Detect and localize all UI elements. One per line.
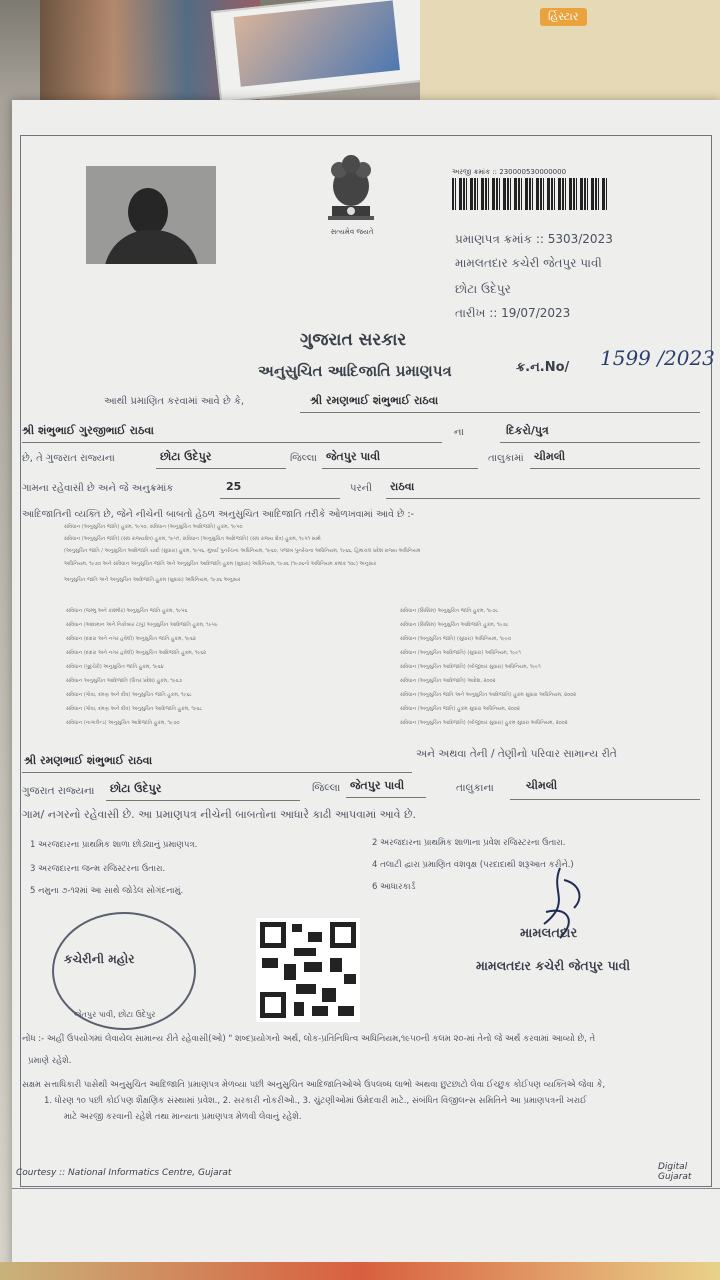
order-line: સંવિધાન (અનુસુચિત જાતિ) હુકમ, ૧૯૫૦, સંવિધાન (અનુસુચિત આદિજાતિ) હુકમ, ૧૯૫૦ bbox=[64, 524, 243, 530]
note-line-4: 1. ધોરણ ૧૦ પછી કોઈપણ શૈક્ષણિક સંસ્થામાં પ્રવેશ., 2. સરકારી નોકરીઓ., 3. ચુંટણીઓમાં ઉમેદવારી માટે., સંબંધિત વિજીલન્સ સમિતિને આ પ્રમાણપત્રની ખરાઈ bbox=[44, 1096, 587, 1106]
issuing-office: મામલતદાર કચેરી જેતપુર પાવી bbox=[455, 256, 602, 270]
underline bbox=[500, 442, 700, 443]
underline bbox=[386, 498, 700, 499]
underline bbox=[530, 468, 700, 469]
district-value-2: છોટા ઉદેપુર bbox=[110, 782, 162, 795]
background-bottom-strip bbox=[0, 1262, 720, 1280]
underline bbox=[22, 442, 442, 443]
order-right: સંવિધાન (અનુસુચિત જાતિ અને અનુસુચિત આદિજાતિ) હુકમ સુધારા અધિનિયમ, ૨૦૦૨ bbox=[400, 692, 577, 698]
underline bbox=[510, 799, 700, 800]
order-right: સંવિધાન (અનુસુચિત આદિજાતિ) (બીજીવાર સુધારા) હુકમ સુધારા અધિનિયમ, ૨૦૦૨ bbox=[400, 720, 568, 726]
par-label: પરની bbox=[350, 483, 372, 494]
taluka-label-2: તાલુકાના bbox=[456, 782, 494, 794]
order-left: સંવિધાન (ગોવા, દમણ અને દીવ) અનુસુચિત આદિજાતિ હુકમ, ૧૯૬૮ bbox=[66, 706, 203, 712]
applicant-name: શ્રી રમણભાઈ શંભુભાઈ રાઠવા bbox=[310, 394, 439, 407]
footer-brand: Digital Gujarat bbox=[658, 1162, 692, 1182]
recognition-text: આદિજાતિની વ્યક્તિ છે, જેને નીચેની બાબતો હેઠળ અનુસુચિત આદિજાતિ તરીકે ઓળખવામાં આવે છે :- bbox=[22, 509, 414, 520]
footer-divider bbox=[12, 1188, 720, 1189]
note-line-1: નોંધ :- અહીં ઉપયોગમાં લેવાયેલ સામાન્ય રીતે રહેવાસી(ઓ) " શબ્દપ્રયોગનો અર્થ, લોક-પ્રતિનિધિત્વ અધિનિયમ,૧૯૫૦ની કલમ ૨૦-માં તેનો જે અર્થ કરવામાં આવ્યો છે, તે bbox=[22, 1034, 596, 1044]
order-left: સંવિધાન (જમ્મુ અને કાશ્મીર) અનુસુચિત જાતિ હુકમ, ૧૯૫૬ bbox=[66, 608, 188, 614]
taluka-value-2: જેતપુર પાવી bbox=[350, 779, 405, 792]
serial-label: ક્ર.ન.No/ bbox=[516, 360, 570, 375]
officer-office: મામલતદાર કચેરી જેતપુર પાવી bbox=[476, 958, 631, 973]
officer-title: મામલતદાર bbox=[520, 926, 578, 941]
background-document bbox=[420, 0, 720, 100]
tribe-serial: 25 bbox=[226, 480, 242, 493]
underline bbox=[300, 412, 700, 413]
footer-courtesy: Courtesy :: National Informatics Centre, Gujarat bbox=[16, 1168, 232, 1178]
order-line: સંવિધાન (અનુસુચિત જાતિ) (સંઘ રાજ્યક્ષેત્ર) હુકમ, ૧૯૫૧, સંવિધાન (અનુસુચિત આદિજાતિ) (સંઘ રાજ્ય ક્ષેત્ર) હુકમ, ૧૯૫૧ સાથે bbox=[64, 536, 321, 542]
order-left: સંવિધાન (દાદરા અને નગર હવેલી) અનુસુચિત જાતિ હુકમ, ૧૯૬૨ bbox=[66, 636, 196, 642]
ashoka-emblem-icon bbox=[322, 148, 380, 228]
underline bbox=[346, 797, 426, 798]
verification-qr-code bbox=[256, 918, 360, 1022]
order-right: સંવિધાન (અનુસુચિત જાતિ) હુકમ સુધારા અધિનિયમ, ૨૦૦૨ bbox=[400, 706, 520, 712]
tribe-name: રાઠવા bbox=[390, 480, 415, 493]
basis-text: ગામ/ નગરનો રહેવાસી છે. આ પ્રમાણપત્ર નીચેની બાબતોના આધારે કાઢી આપવામાં આવે છે. bbox=[22, 808, 417, 821]
underline bbox=[220, 498, 340, 499]
order-left: સંવિધાન (નાગાલેન્ડ) અનુસુચિત આદિજાતિ હુકમ, ૧૯૭૦ bbox=[66, 720, 180, 726]
order-left: સંવિધાન (આંદામાન અને નિકોબાર ટાપુ) અનુસુચિત આદિજાતિ હુકમ, ૧૯૫૯ bbox=[66, 622, 218, 628]
issuing-district: છોટા ઉદેપુર bbox=[455, 282, 511, 296]
family-text: અને અથવા તેની / તેણીનો પરિવાર સામાન્ય રીતે bbox=[416, 748, 617, 760]
document-subtitle: અનુસુચિત આદિજાતિ પ્રમાણપત્ર bbox=[258, 362, 452, 380]
taluka-value: જેતપુર પાવી bbox=[326, 450, 381, 463]
order-left: સંવિધાન (ગોવા, દમણ અને દીવ) અનુસુચિત જાતિ હુકમ, ૧૯૬૮ bbox=[66, 692, 193, 698]
note-line-3: સક્ષમ સત્તાધિકારી પાસેથી અનુસુચિત આદિજાતિ પ્રમાણપત્ર મેળવ્યા પછી અનુસુચિત આદિજાતિઓએ ઉપલબ્ધ લાભો અથવા છુટછાટો લેવા ઈચ્છુક કોઈપણ વ્યક્તિએ જેવા કે, bbox=[22, 1080, 606, 1090]
district-label: જિલ્લા bbox=[290, 453, 317, 464]
document-title: ગુજરાત સરકાર bbox=[300, 330, 407, 350]
underline bbox=[156, 468, 286, 469]
district-value: છોટા ઉદેપુર bbox=[160, 450, 212, 463]
order-right: સંવિધાન (અનુસુચિત આદિજાતિ) (સુધારા) અધિનિયમ, ૧૯૯૧ bbox=[400, 650, 521, 656]
issue-date: તારીખ :: 19/07/2023 bbox=[455, 306, 571, 320]
document-item: 2 અરજદારના પ્રાથમિક શાળાના પ્રવેશ રજિસ્ટરના ઉતારા. bbox=[372, 838, 566, 848]
order-left: સંવિધાન અનુસુચિત આદિજાતિ (ઉત્તર પ્રદેશ) હુકમ, ૧૯૬૭ bbox=[66, 678, 183, 684]
state-label-2: ગુજરાત રાજ્યના bbox=[22, 785, 95, 797]
document-item: 1 અરજદારના પ્રાથમિક શાળા છોડ્યાનું પ્રમાણપત્ર. bbox=[30, 840, 198, 850]
applicant-photo bbox=[86, 166, 216, 264]
state-label: છે, તે ગુજરાત રાજ્યના bbox=[22, 453, 115, 464]
serial-handwritten: 1599 /2023 bbox=[600, 346, 715, 370]
background-tag: ર્હિસ્ટાર bbox=[540, 8, 587, 26]
resident-name: શ્રી રમણભાઈ શંભુભાઈ રાઠવા bbox=[24, 754, 153, 767]
district-label-2: જિલ્લા bbox=[312, 782, 341, 794]
na-label: ના bbox=[454, 427, 464, 438]
underline bbox=[322, 468, 478, 469]
taluka-label: તાલુકામાં bbox=[488, 453, 524, 464]
application-number: અરજી ક્રમાંક :: 230000530000000 bbox=[452, 168, 567, 176]
document-item: 5 નમુના ૭-૧૨માં આ સાથે જોડેલ સોગંદનામું. bbox=[30, 886, 184, 896]
order-left: સંવિધાન (પુદુચેરી) અનુસુચિત જાતિ હુકમ, ૧૯૬૪ bbox=[66, 664, 164, 670]
order-right: સંવિધાન (અનુસુચિત આદિજાતિ) આદેશ, ૨૦૦૨ bbox=[400, 678, 496, 684]
seal-ring-text: જેતપુર પાવી, છોટા ઉદેપુર bbox=[74, 1010, 156, 1019]
village-value: ચીમલી bbox=[534, 450, 566, 463]
certificate-number: પ્રમાણપત્ર ક્રમાંક :: 5303/2023 bbox=[455, 232, 613, 246]
order-line: (અનુસુચિત જાતિ / અનુસુચિત આદિજાતિ યાદી (સુધારા) હુકમ, ૧૯૫૬, મુંબઈ પુનર્રચના અધિનિયમ, ૧૯૬૦, પંજાબ પુનર્રચના અધિનિયમ, ૧૯૬૬, હિમાચલ પ્રદેશ રાજ્ય અધિનિયમ bbox=[64, 548, 421, 554]
underline bbox=[22, 772, 412, 773]
order-left: સંવિધાન (દાદરા અને નગર હવેલી) અનુસુચિત આદિજાતિ હુકમ, ૧૯૬૨ bbox=[66, 650, 207, 656]
document-item: 4 તલાટી દ્વારા પ્રમાણિત વંશવૃક્ષ (પરદાદાથી શરૂઆત કરીને.) bbox=[372, 860, 574, 870]
barcode bbox=[452, 178, 607, 210]
document-item: 3 અરજદારના જન્મ રજિસ્ટરના ઉતારા. bbox=[30, 864, 166, 874]
note-line-2: પ્રમાણે રહેશે. bbox=[28, 1056, 72, 1066]
village-text: ગામના રહેવાસી છે અને જે અનુક્રમાંક bbox=[22, 483, 174, 494]
father-name: શ્રી શંભુભાઈ ગુરજીભાઈ રાઠવા bbox=[22, 424, 154, 437]
order-right: સંવિધાન (અનુસુચિત જાતિ) (સુધારા) અધિનિયમ, ૧૯૯૦ bbox=[400, 636, 512, 642]
seal-text: કચેરીની મહોર bbox=[64, 952, 135, 966]
village-value-2: ચીમલી bbox=[526, 779, 558, 792]
note-line-5: માટે અરજી કરવાની રહેશે તથા માન્યતા પ્રમાણપત્ર મેળવી લેવાનું રહેશે. bbox=[64, 1112, 302, 1122]
emblem-caption: સત્યમેવ જયતે bbox=[330, 228, 374, 236]
relation: દિકરો/પુત્ર bbox=[506, 424, 549, 437]
document-item: 6 આધારકાર્ડ bbox=[372, 882, 416, 892]
order-line: અનુસુચિત જાતિ અને અનુસુચિત આદિજાતિ હુકમ (સુધારા) અધિનિયમ, ૧૯૭૬ અનુસાર bbox=[64, 577, 241, 583]
order-line: અધિનિયમ, ૧૯૭૦ અને સંવિધાન અનુસુચિત જાતિ અને અનુસુચિત આદિજાતિ હુકમ (સુધારા) અધિનિયમ, ૧૯૭૬ (૧૯૭૬નો અધિનિયમ ક્રમાંક ૧૦૮) અનુસાર bbox=[64, 561, 377, 567]
certify-text: આથી પ્રમાણિત કરવામાં આવે છે કે, bbox=[104, 396, 245, 407]
order-right: સંવિધાન (સિક્કિમ) અનુસુચિત જાતિ હુકમ, ૧૯૭૮ bbox=[400, 608, 499, 614]
order-right: સંવિધાન (સિક્કિમ) અનુસુચિત આદિજાતિ હુકમ, ૧૯૭૮ bbox=[400, 622, 509, 628]
underline bbox=[106, 800, 300, 801]
order-right: સંવિધાન (અનુસુચિત આદિજાતિ) (બીજીવાર સુધારા) અધિનિયમ, ૧૯૯૧ bbox=[400, 664, 541, 670]
